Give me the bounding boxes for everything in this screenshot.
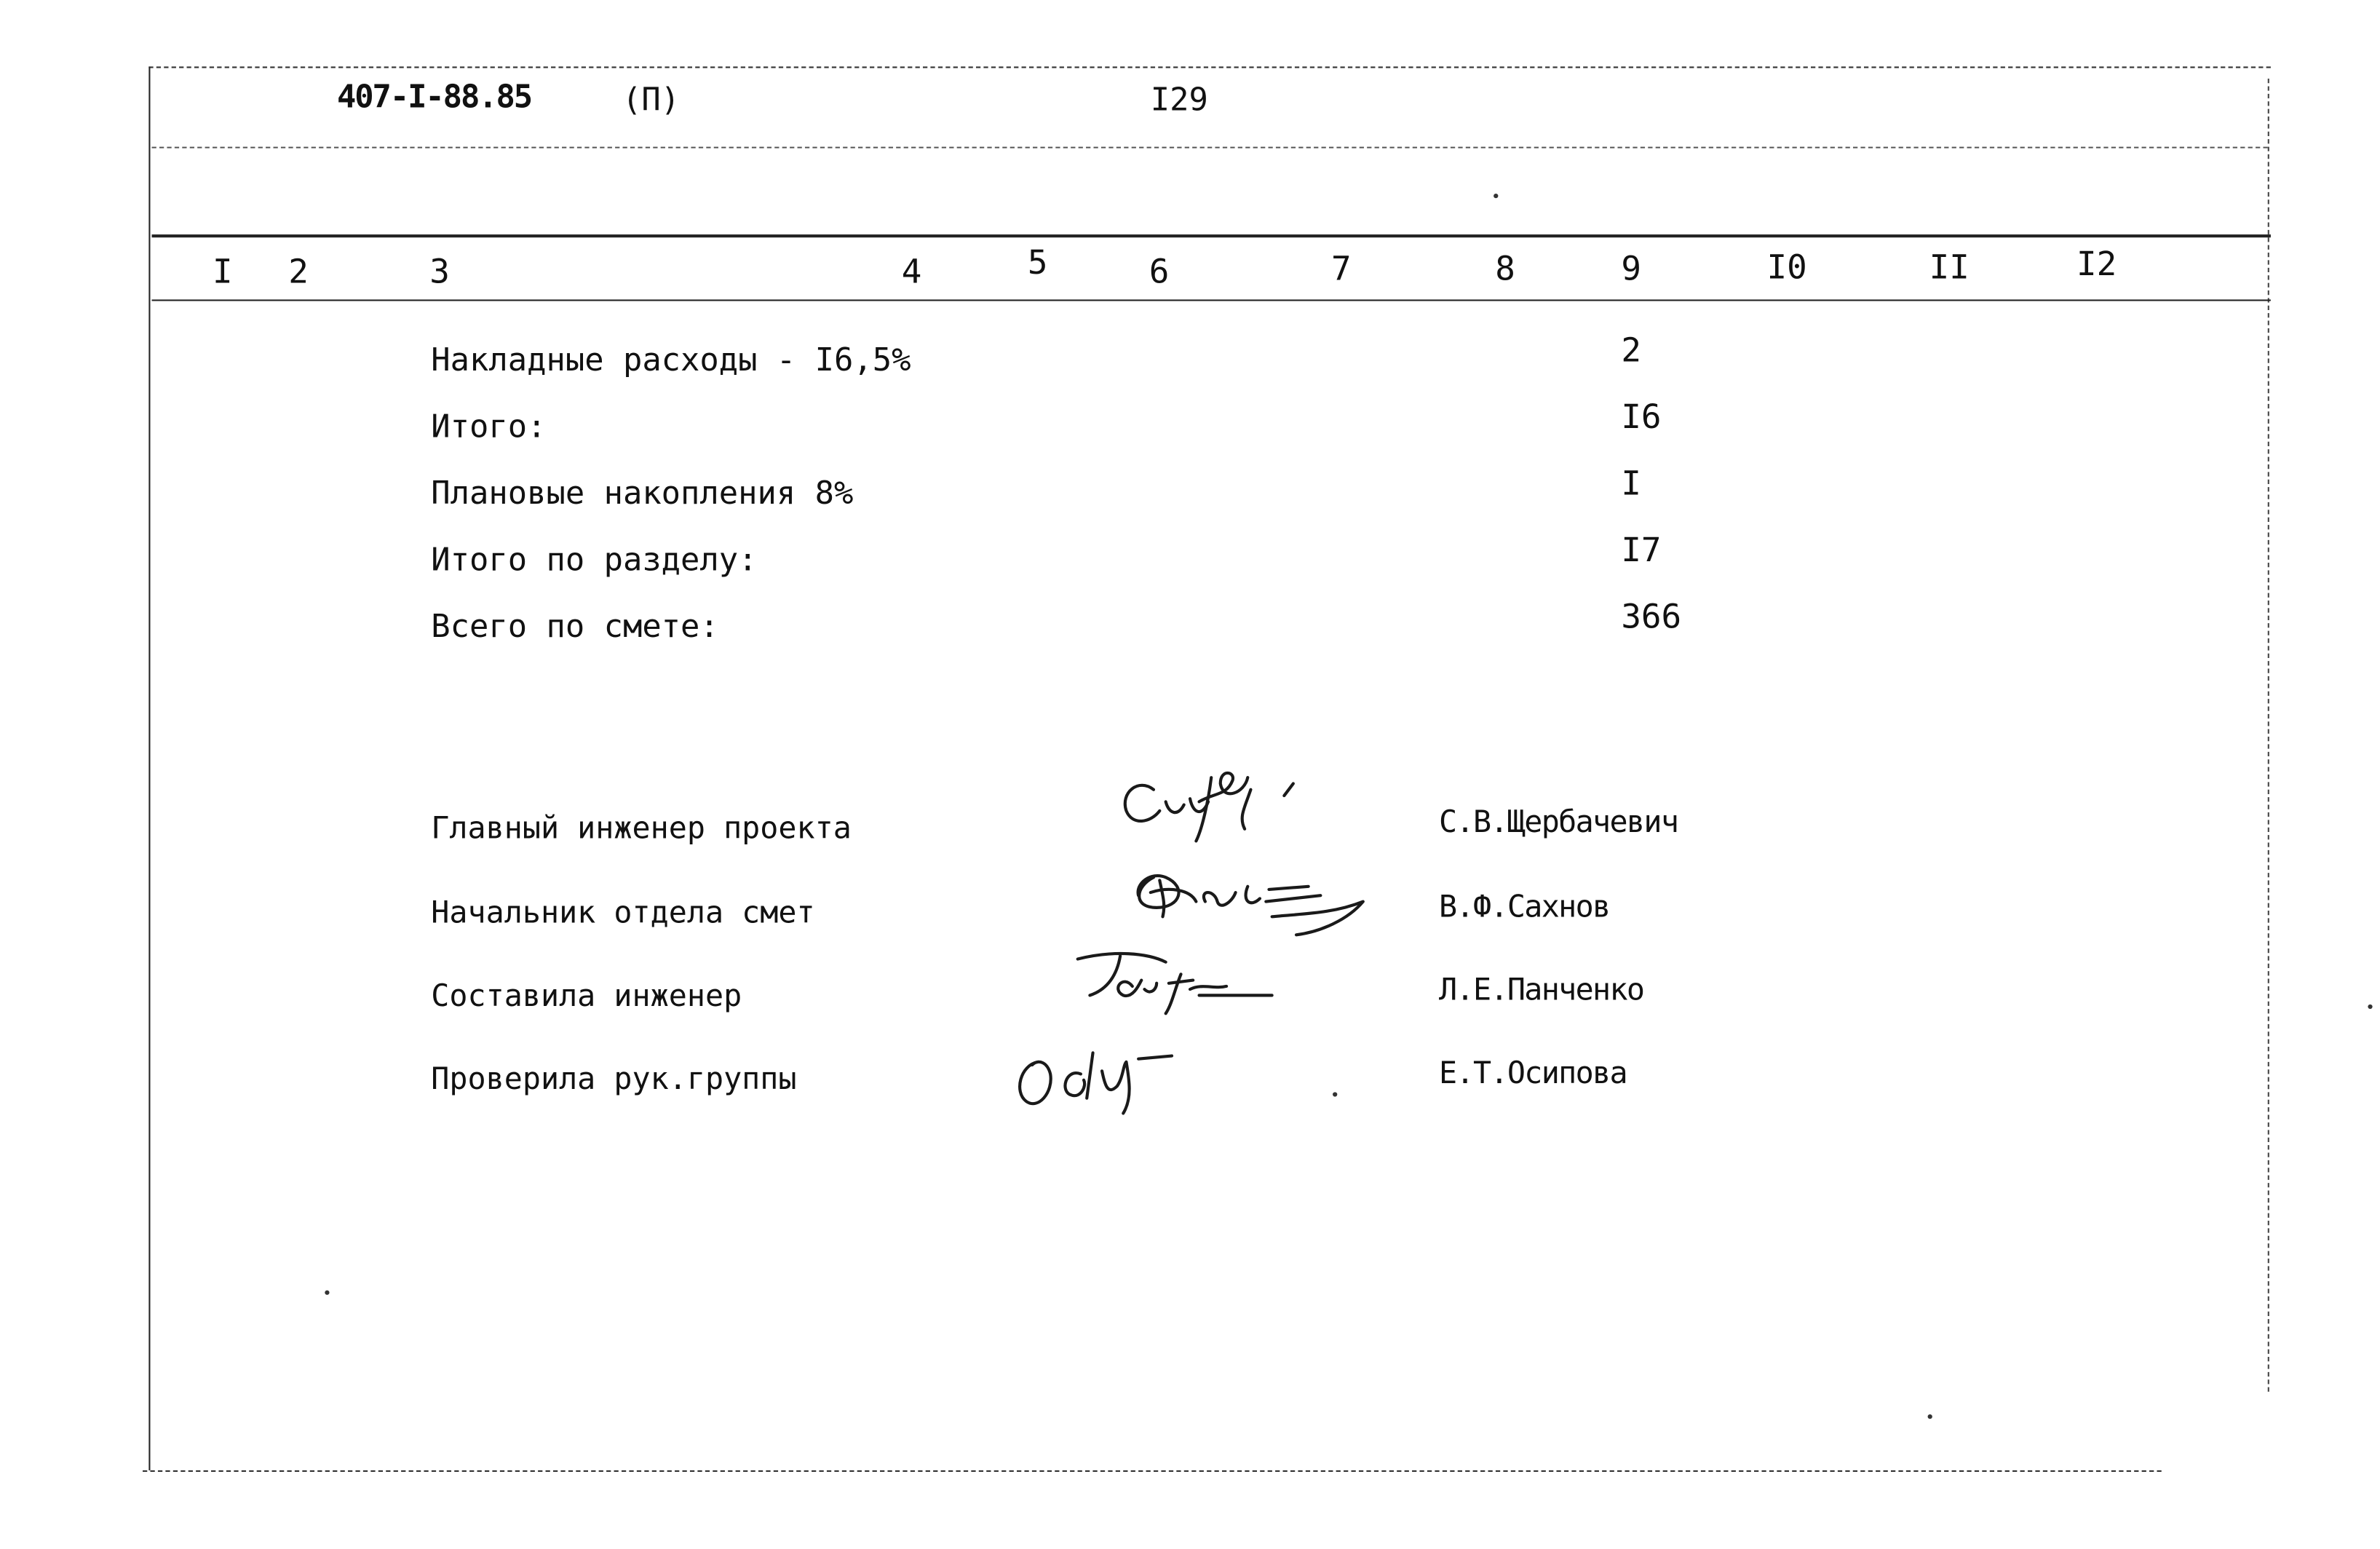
signature-group-lead — [1005, 1031, 1202, 1122]
column-number: I2 — [2076, 246, 2117, 285]
document-code: 407-I-88.85 — [336, 79, 532, 115]
column-number: 9 — [1621, 250, 1641, 289]
frame-left-border — [148, 66, 150, 1470]
frame-top-border — [148, 66, 2271, 68]
signatory-title: Главный инженер проекта — [431, 809, 852, 846]
document-mark: (П) — [622, 82, 681, 119]
scan-speck — [1928, 1414, 1932, 1419]
row-value-subtotal: I6 — [1621, 399, 1662, 437]
frame-right-border — [2268, 79, 2269, 1392]
column-number: II — [1929, 249, 1970, 288]
row-label-estimate-total: Всего по смете: — [431, 608, 719, 645]
signatory-name: В.Ф.Сахнов — [1439, 887, 1610, 924]
signature-department-head — [1120, 856, 1379, 947]
row-label-overhead: Накладные расходы - I6,5% — [431, 341, 911, 379]
column-number: 5 — [1027, 245, 1048, 283]
column-number: 6 — [1149, 254, 1170, 293]
column-number: 2 — [288, 254, 309, 293]
signatory-title: Начальник отдела смет — [431, 894, 815, 931]
signatory-name: С.В.Щербачевич — [1439, 803, 1678, 840]
column-header-top-rule — [152, 234, 2271, 237]
column-number: 4 — [901, 254, 922, 293]
row-value-estimate-total: 366 — [1621, 598, 1682, 637]
signatory-name: Л.Е.Панченко — [1439, 971, 1644, 1008]
signatory-name: Е.Т.Осипова — [1439, 1054, 1627, 1091]
row-value-overhead: 2 — [1621, 333, 1641, 371]
column-number: 7 — [1330, 250, 1352, 289]
scan-speck — [2368, 1005, 2372, 1009]
frame-bottom-border — [143, 1470, 2162, 1472]
row-label-planned-savings: Плановые накопления 8% — [431, 475, 854, 512]
column-header-bottom-rule — [152, 299, 2271, 301]
column-number: I0 — [1766, 249, 1807, 288]
row-value-planned-savings: I — [1621, 466, 1641, 504]
signatory-title: Проверила рук.группы — [431, 1060, 797, 1097]
row-value-section-total: I7 — [1621, 532, 1662, 571]
header-divider — [152, 147, 2268, 148]
scan-speck — [1494, 194, 1498, 198]
column-number: 3 — [429, 254, 450, 293]
column-number: I — [212, 254, 233, 293]
signatory-title: Составила инженер — [431, 977, 742, 1014]
row-label-subtotal: Итого: — [431, 408, 547, 445]
signature-estimator — [1068, 944, 1296, 1020]
page-number: I29 — [1150, 82, 1208, 119]
signature-chief-engineer — [1105, 756, 1348, 847]
scan-speck — [1333, 1092, 1337, 1096]
column-number: 8 — [1495, 250, 1515, 289]
row-label-section-total: Итого по разделу: — [431, 541, 758, 578]
scan-speck — [325, 1291, 329, 1295]
